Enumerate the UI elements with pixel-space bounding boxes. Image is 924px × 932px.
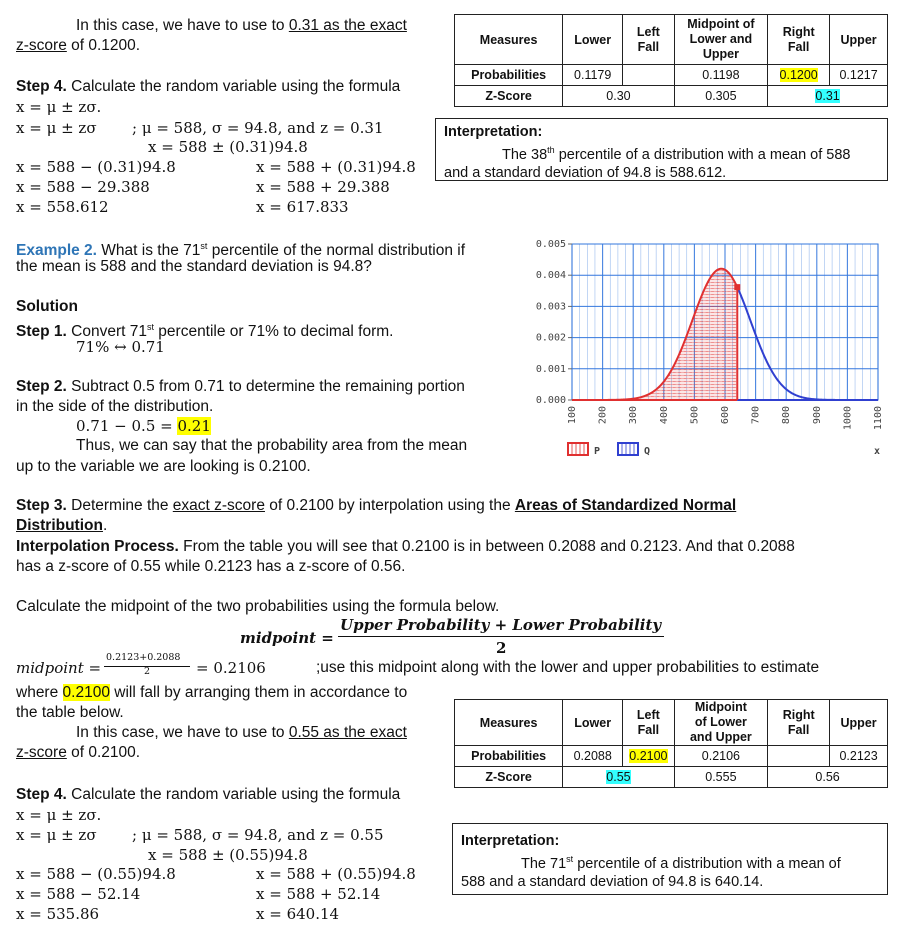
cell-leftfall-prob	[623, 65, 674, 86]
x-tick-label: 900	[811, 406, 823, 425]
y-tick-label: 0.001	[535, 363, 566, 375]
cell-lower-prob: 0.2088	[563, 746, 623, 767]
x-tick-label: 300	[628, 406, 640, 425]
th-upper: Upper	[830, 15, 888, 65]
substitution: x = 588 ± (0.31)94.8	[148, 138, 308, 156]
intro-line-1	[76, 16, 407, 36]
interp-process-line-2: has a z-score of 0.55 while 0.2123 has a z-score of 0.56.	[16, 558, 406, 575]
step2-math: 0.71 − 0.5 = 0.21	[76, 417, 211, 435]
th-right-fall: Right Fall	[768, 15, 830, 65]
cell-upper-prob: 0.2123	[830, 746, 888, 767]
th-measures: Measures	[455, 700, 563, 746]
y-tick-label: 0.004	[535, 270, 566, 282]
calc-midpoint-line: Calculate the midpoint of the two probabilities using the formula below.	[16, 598, 500, 615]
calc-right-2: x = 588 + 52.14	[256, 885, 381, 903]
x-tick-label: 200	[597, 406, 609, 425]
where-line: where 0.2100 will fall by arranging them in accordance to	[16, 684, 408, 701]
x-tick-label: 700	[750, 406, 762, 425]
calc-right-2: x = 588 + 29.388	[256, 178, 390, 196]
x-tick-label: 1000	[842, 406, 854, 431]
cell-zscore-upper: 0.56	[768, 767, 888, 788]
th-upper: Upper	[830, 700, 888, 746]
cell-zscore-lower: 0.55	[563, 767, 674, 788]
formula: x = μ ± zσ.	[16, 806, 102, 824]
normal-distribution-chart	[528, 234, 900, 468]
intro-line-2: z-score of 0.2100.	[16, 744, 141, 761]
step3-line-2: Distribution.	[16, 517, 108, 534]
x-tick-label: 500	[689, 406, 701, 425]
interpretation-title: Interpretation:	[444, 124, 543, 140]
step1-line: Step 1. Convert 71st percentile or 71% to decimal form.	[16, 322, 394, 341]
example2-line-1: Example 2. What is the 71st percentile of the normal distribution if	[16, 241, 466, 260]
x-tick-label: 100	[567, 406, 578, 425]
interpretation-line-2: and a standard deviation of 94.8 is 588.612.	[444, 164, 727, 181]
legend-p-swatch	[568, 443, 588, 455]
th-lower: Lower	[563, 15, 623, 65]
x-tick-label: 400	[658, 406, 670, 425]
midpoint-formula-label: midpoint =	[240, 629, 334, 647]
thus-line-2: up to the variable we are looking is 0.2100.	[16, 458, 311, 475]
table-below-line: the table below.	[16, 704, 124, 721]
substitution: x = 588 ± (0.55)94.8	[148, 846, 308, 864]
interpolation-table-1	[454, 14, 888, 107]
step2-line-1: Step 2. Subtract 0.5 from 0.71 to determine the remaining portion	[16, 378, 465, 395]
cell-leftfall-prob: 0.2100	[623, 746, 674, 767]
midpoint-calc-denominator: 2	[144, 666, 151, 677]
cut-marker	[734, 284, 740, 290]
formula-given: x = μ ± zσ	[16, 826, 97, 844]
calc-left-3: x = 558.612	[16, 198, 109, 216]
midpoint-formula-denominator: 2	[496, 639, 507, 657]
midpoint-result: = 0.2106	[196, 659, 266, 677]
given-values: ; μ = 588, σ = 94.8, and z = 0.55	[132, 826, 384, 844]
th-lower: Lower	[563, 700, 623, 746]
th-midpoint: Midpoint of Lower and Upper	[674, 15, 768, 65]
step4-heading	[16, 77, 400, 97]
calc-right-1: x = 588 + (0.31)94.8	[256, 158, 416, 176]
cell-zscore-lower: 0.30	[563, 86, 674, 107]
midpoint-calc-numerator: 0.2123+0.2088	[106, 652, 181, 663]
y-tick-label: 0.000	[535, 395, 566, 406]
step-text: Calculate the random variable using the formula	[66, 78, 401, 95]
calc-right-3: x = 617.833	[256, 198, 349, 216]
row-label-zscore: Z-Score	[455, 86, 563, 107]
step1-math: 71% ↔ 0.71	[76, 338, 165, 356]
th-left-fall: Left Fall	[623, 15, 674, 65]
calc-left-3: x = 535.86	[16, 905, 100, 923]
example-label: Example 2.	[16, 242, 97, 260]
legend-q-swatch	[618, 443, 638, 455]
x-tick-label: 800	[781, 406, 793, 425]
row-label-zscore: Z-Score	[455, 767, 563, 788]
row-label-probabilities: Probabilities	[455, 65, 563, 86]
calc-left-1: x = 588 − (0.31)94.8	[16, 158, 176, 176]
areas-table-link: Areas of Standardized Normal	[514, 497, 737, 514]
legend-q-label: Q	[644, 446, 651, 457]
step3-line-1: Step 3. Determine the exact z-score of 0.2100 by interpolation using the Areas of Standardized Normal	[16, 497, 737, 514]
calc-right-3: x = 640.14	[256, 905, 340, 923]
thus-line-1: Thus, we can say that the probability area from the mean	[76, 437, 468, 454]
cell-lower-prob: 0.1179	[563, 65, 623, 86]
use-midpoint-text: ;use this midpoint along with the lower and upper probabilities to estimate	[316, 659, 820, 676]
midpoint-calc-label: midpoint =	[16, 659, 102, 677]
th-midpoint: Midpoint of Lower and Upper	[674, 700, 768, 746]
x-tick-label: 1100	[873, 406, 884, 431]
cell-mid-prob: 0.1198	[674, 65, 768, 86]
intro-line-1: In this case, we have to use to 0.55 as the exact	[76, 724, 407, 741]
solution-heading: Solution	[16, 298, 78, 315]
interpolation-table-2	[454, 699, 888, 788]
step2-line-2: in the side of the distribution.	[16, 398, 214, 415]
calc-left-2: x = 588 − 29.388	[16, 178, 150, 196]
th-measures: Measures	[455, 15, 563, 65]
calc-left-2: x = 588 − 52.14	[16, 885, 141, 903]
cell-zscore-mid: 0.555	[674, 767, 768, 788]
th-right-fall: Right Fall	[768, 700, 830, 746]
interpretation-line-2: 588 and a standard deviation of 94.8 is 640.14.	[461, 873, 764, 890]
calc-right-1: x = 588 + (0.55)94.8	[256, 865, 416, 883]
interpretation-title: Interpretation:	[461, 833, 560, 849]
interpretation-line-1: The 71st percentile of a distribution with a mean of	[521, 854, 841, 872]
intro-line-2	[16, 36, 140, 56]
formula-given: x = μ ± zσ	[16, 119, 97, 137]
row-label-probabilities: Probabilities	[455, 746, 563, 767]
intro-text: In this case, we have to use to	[76, 17, 289, 34]
y-tick-label: 0.005	[535, 239, 566, 250]
step-label: Step 4.	[16, 78, 67, 95]
legend-p-label: P	[594, 446, 601, 457]
zscore-term: z-score	[16, 37, 67, 54]
th-left-fall: Left Fall	[623, 700, 674, 746]
interpretation-box-2	[452, 823, 888, 895]
y-tick-label: 0.003	[535, 301, 566, 313]
intro-underlined: 0.31 as the exact	[288, 17, 407, 34]
calc-left-1: x = 588 − (0.55)94.8	[16, 865, 176, 883]
cell-zscore-mid: 0.305	[674, 86, 768, 107]
intro-end: of 0.1200.	[66, 37, 141, 54]
y-tick-label: 0.002	[535, 332, 566, 344]
cell-rightfall-prob	[768, 746, 830, 767]
formula: x = μ ± zσ.	[16, 98, 102, 116]
midpoint-formula-numerator: Upper Probability + Lower Probability	[340, 616, 662, 634]
chart-svg	[528, 234, 900, 468]
cell-upper-prob: 0.1217	[830, 65, 888, 86]
cell-mid-prob: 0.2106	[674, 746, 768, 767]
x-tick-label: 600	[720, 406, 731, 425]
cell-rightfall-prob: 0.1200	[768, 65, 830, 86]
example2-line-2: the mean is 588 and the standard deviation is 94.8?	[16, 258, 372, 275]
cell-zscore-upper: 0.31	[768, 86, 888, 107]
interpretation-line-1: The 38th percentile of a distribution with a mean of 588	[502, 145, 851, 163]
interpretation-box-1	[435, 118, 888, 181]
interp-process-line-1: Interpolation Process. From the table you will see that 0.2100 is in between 0.2088 and 0.2123. And that 0.2088	[16, 538, 795, 555]
x-axis-label: x	[874, 446, 881, 457]
fraction-bar	[338, 636, 664, 637]
given-values: ; μ = 588, σ = 94.8, and z = 0.31	[132, 119, 384, 137]
step4-heading: Step 4. Calculate the random variable using the formula	[16, 786, 401, 803]
